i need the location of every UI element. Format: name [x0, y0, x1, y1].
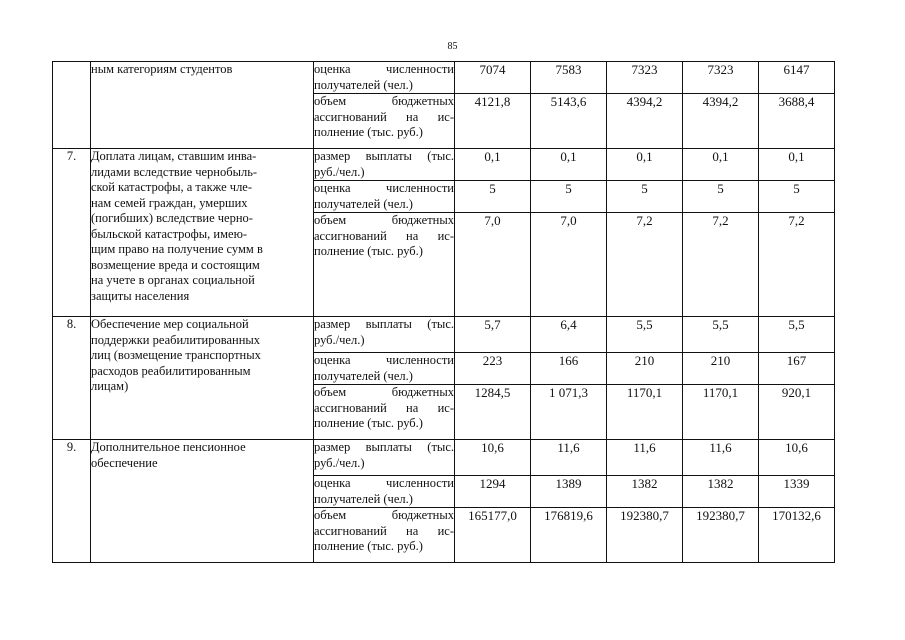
indicator-label: оценка численности получателей (чел.) — [314, 62, 454, 92]
measure-name: Доплата лицам, ставшим инва- лидами вследствие чернобыль- ской катастрофы, а также чле- нам семей граждан, умерших (погибших) вследствие черно- быльской катастрофы, имею- щим право на получение сумм в возмещение вреда и состоящим на учете в органах социальной защиты населения — [91, 149, 263, 303]
value-cell — [455, 149, 531, 181]
indicator-cell — [314, 385, 455, 440]
indicator-label: оценка численности получателей (чел.) — [314, 181, 454, 211]
table-row — [53, 62, 835, 94]
measure-name-cell — [91, 62, 314, 149]
value-cell — [455, 181, 531, 213]
value: 7,0 — [560, 213, 577, 228]
value-cell — [607, 213, 683, 317]
value: 5 — [489, 181, 496, 196]
value: 7,2 — [636, 213, 653, 228]
indicator-label: объем бюджетных ассигнований на ис-полнение (тыс. руб.) — [314, 213, 454, 258]
value: 176819,6 — [544, 508, 593, 523]
value: 5 — [641, 181, 648, 196]
row-number: 9. — [66, 440, 77, 454]
value: 5 — [717, 181, 724, 196]
indicator-cell — [314, 181, 455, 213]
value-cell — [531, 94, 607, 149]
value: 170132,6 — [772, 508, 821, 523]
row-number-cell — [53, 440, 91, 563]
value-cell — [759, 353, 835, 385]
indicator-cell — [314, 94, 455, 149]
row-number: 8. — [66, 317, 77, 331]
indicator-cell — [314, 508, 455, 563]
value: 192380,7 — [620, 508, 669, 523]
indicator-label: размер выплаты (тыс. руб./чел.) — [314, 440, 454, 470]
value-cell — [683, 353, 759, 385]
value: 3688,4 — [778, 94, 815, 109]
row-number: 7. — [66, 149, 77, 163]
value-cell — [455, 317, 531, 353]
indicator-cell — [314, 62, 455, 94]
value: 4394,2 — [626, 94, 663, 109]
value: 10,6 — [481, 440, 504, 455]
value-cell — [683, 385, 759, 440]
indicator-label: размер выплаты (тыс. руб./чел.) — [314, 317, 454, 347]
measure-name-cell — [91, 440, 314, 563]
value-cell — [759, 94, 835, 149]
value: 5143,6 — [550, 94, 587, 109]
value: 210 — [710, 353, 731, 368]
value-cell — [759, 476, 835, 508]
value-cell — [607, 476, 683, 508]
value: 166 — [558, 353, 579, 368]
value: 0,1 — [712, 149, 729, 164]
value: 11,6 — [557, 440, 580, 455]
value: 0,1 — [636, 149, 653, 164]
value-cell — [455, 440, 531, 476]
page-number: 85 — [447, 41, 458, 52]
value: 4394,2 — [702, 94, 739, 109]
value-cell — [531, 213, 607, 317]
value-cell — [759, 508, 835, 563]
value-cell — [683, 213, 759, 317]
value: 210 — [634, 353, 655, 368]
value-cell — [683, 94, 759, 149]
row-number-cell — [53, 317, 91, 440]
value-cell — [455, 62, 531, 94]
value-cell — [607, 149, 683, 181]
table-row — [53, 317, 835, 353]
indicator-cell — [314, 476, 455, 508]
value: 165177,0 — [468, 508, 517, 523]
value-cell — [531, 181, 607, 213]
value: 1389 — [555, 476, 582, 491]
measure-name: ным категориям студентов — [91, 62, 233, 76]
indicator-label: оценка численности получателей (чел.) — [314, 353, 454, 383]
row-number-cell — [53, 62, 91, 149]
value: 5,5 — [712, 317, 729, 332]
value: 1294 — [479, 476, 506, 491]
table-row — [53, 440, 835, 476]
value: 5,7 — [484, 317, 501, 332]
value-cell — [455, 508, 531, 563]
measure-name-cell — [91, 317, 314, 440]
value-cell — [607, 94, 683, 149]
indicator-cell — [314, 149, 455, 181]
budget-table — [52, 61, 835, 563]
value: 7074 — [479, 62, 506, 77]
value: 1170,1 — [702, 385, 739, 400]
table-body — [53, 62, 835, 563]
value-cell — [683, 62, 759, 94]
value-cell — [607, 62, 683, 94]
value: 4121,8 — [474, 94, 511, 109]
value: 7583 — [555, 62, 582, 77]
indicator-label: объем бюджетных ассигнований на ис-полнение (тыс. руб.) — [314, 508, 454, 553]
value: 7323 — [707, 62, 734, 77]
value: 5,5 — [788, 317, 805, 332]
value: 10,6 — [785, 440, 808, 455]
value-cell — [455, 385, 531, 440]
value: 192380,7 — [696, 508, 745, 523]
value-cell — [455, 353, 531, 385]
value: 1 071,3 — [549, 385, 588, 400]
value: 11,6 — [709, 440, 732, 455]
value: 1170,1 — [626, 385, 663, 400]
indicator-label: объем бюджетных ассигнований на ис-полнение (тыс. руб.) — [314, 385, 454, 430]
value-cell — [683, 317, 759, 353]
value-cell — [759, 317, 835, 353]
measure-name: Дополнительное пенсионное обеспечение — [91, 440, 246, 470]
value: 0,1 — [560, 149, 577, 164]
value: 223 — [482, 353, 503, 368]
value-cell — [455, 94, 531, 149]
value-cell — [759, 213, 835, 317]
measure-name-cell — [91, 149, 314, 317]
value: 7,0 — [484, 213, 501, 228]
measure-name: Обеспечение мер социальной поддержки реабилитированных лиц (возмещение транспортных расходов реабилитированным лицам) — [91, 317, 261, 393]
value-cell — [607, 385, 683, 440]
value-cell — [683, 476, 759, 508]
value-cell — [607, 353, 683, 385]
value-cell — [759, 181, 835, 213]
value-cell — [607, 317, 683, 353]
indicator-cell — [314, 213, 455, 317]
row-number-cell — [53, 149, 91, 317]
indicator-cell — [314, 353, 455, 385]
value: 7,2 — [712, 213, 729, 228]
value-cell — [531, 149, 607, 181]
value-cell — [759, 62, 835, 94]
indicator-cell — [314, 440, 455, 476]
value: 5,5 — [636, 317, 653, 332]
value-cell — [683, 508, 759, 563]
value-cell — [531, 476, 607, 508]
value-cell — [455, 213, 531, 317]
value: 6,4 — [560, 317, 577, 332]
table-row — [53, 149, 835, 181]
value-cell — [683, 181, 759, 213]
value-cell — [455, 476, 531, 508]
value-cell — [531, 62, 607, 94]
value: 0,1 — [788, 149, 805, 164]
value: 5 — [565, 181, 572, 196]
value-cell — [759, 440, 835, 476]
value: 11,6 — [633, 440, 656, 455]
value-cell — [683, 440, 759, 476]
value-cell — [531, 440, 607, 476]
value-cell — [759, 385, 835, 440]
value-cell — [531, 317, 607, 353]
indicator-cell — [314, 317, 455, 353]
value-cell — [531, 385, 607, 440]
value: 1382 — [631, 476, 658, 491]
value: 0,1 — [484, 149, 501, 164]
value-cell — [683, 149, 759, 181]
value-cell — [531, 508, 607, 563]
value: 1339 — [783, 476, 810, 491]
value: 167 — [786, 353, 807, 368]
indicator-label: объем бюджетных ассигнований на ис-полнение (тыс. руб.) — [314, 94, 454, 139]
value: 1284,5 — [474, 385, 511, 400]
value: 6147 — [783, 62, 810, 77]
value: 7,2 — [788, 213, 805, 228]
value: 920,1 — [781, 385, 812, 400]
value-cell — [607, 508, 683, 563]
indicator-label: оценка численности получателей (чел.) — [314, 476, 454, 506]
value-cell — [531, 353, 607, 385]
value: 5 — [793, 181, 800, 196]
value-cell — [607, 181, 683, 213]
value: 1382 — [707, 476, 734, 491]
value: 7323 — [631, 62, 658, 77]
indicator-label: размер выплаты (тыс. руб./чел.) — [314, 149, 454, 179]
value-cell — [759, 149, 835, 181]
value-cell — [607, 440, 683, 476]
